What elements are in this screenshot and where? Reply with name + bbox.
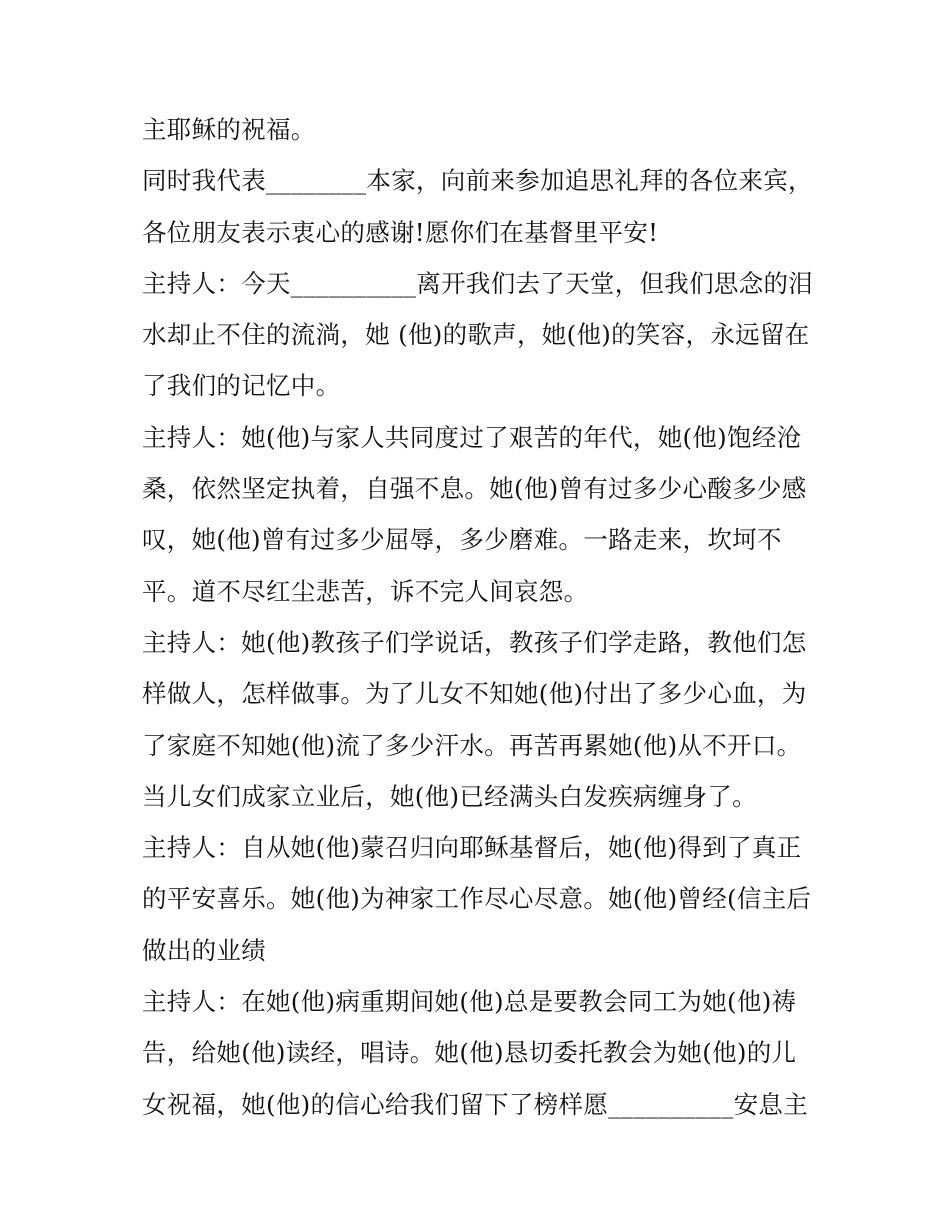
text-line: 主持人：自从她(他)蒙召归向耶稣基督后，她(他)得到了真正 bbox=[142, 833, 802, 863]
text-line: 了家庭不知她(他)流了多少汗水。再苦再累她(他)从不开口。 bbox=[142, 730, 802, 760]
text-line: 当儿女们成家立业后，她(他)已经满头白发疾病缠身了。 bbox=[142, 781, 757, 811]
text-line: 主持人：她(他)教孩子们学说话，教孩子们学走路，教他们怎 bbox=[142, 627, 807, 657]
text-line: 平。道不尽红尘悲苦，诉不完人间哀怨。 bbox=[142, 576, 589, 606]
text-line: 主持人：她(他)与家人共同度过了艰苦的年代，她(他)饱经沧 bbox=[142, 422, 802, 452]
text-line: 的平安喜乐。她(他)为神家工作尽心尽意。她(他)曾经(信主后 bbox=[142, 884, 812, 914]
document-body bbox=[142, 104, 822, 1130]
text-line: 告，给她(他)读经，唱诗。她(他)恳切委托教会为她(他)的儿 bbox=[142, 1038, 797, 1068]
text-line: 同时我代表________本家，向前来参加追思礼拜的各位来宾， bbox=[142, 166, 813, 196]
text-line: 主持人：今天__________离开我们去了天堂，但我们思念的泪 bbox=[142, 268, 814, 298]
text-line: 主耶稣的祝福。 bbox=[142, 115, 316, 144]
text-line: 叹，她(他)曾有过多少屈辱，多少磨难。一路走来，坎坷不 bbox=[142, 525, 782, 555]
text-line: 做出的业绩 bbox=[142, 935, 266, 965]
text-line: 女祝福，她(他)的信心给我们留下了榜样愿__________安息主 bbox=[142, 1089, 809, 1119]
text-line: 各位朋友表示衷心的感谢!愿你们在基督里平安! bbox=[142, 217, 659, 247]
text-line: 桑，依然坚定执着，自强不息。她(他)曾有过多少心酸多少感 bbox=[142, 474, 807, 504]
text-line: 了我们的记忆中。 bbox=[142, 371, 341, 401]
text-line: 样做人，怎样做事。为了儿女不知她(他)付出了多少心血，为 bbox=[142, 679, 807, 709]
text-line: 主持人：在她(他)病重期间她(他)总是要教会同工为她(他)祷 bbox=[142, 987, 797, 1017]
text-line: 水却止不住的流淌，她 (他)的歌声，她(他)的笑容，永远留在 bbox=[142, 320, 810, 350]
